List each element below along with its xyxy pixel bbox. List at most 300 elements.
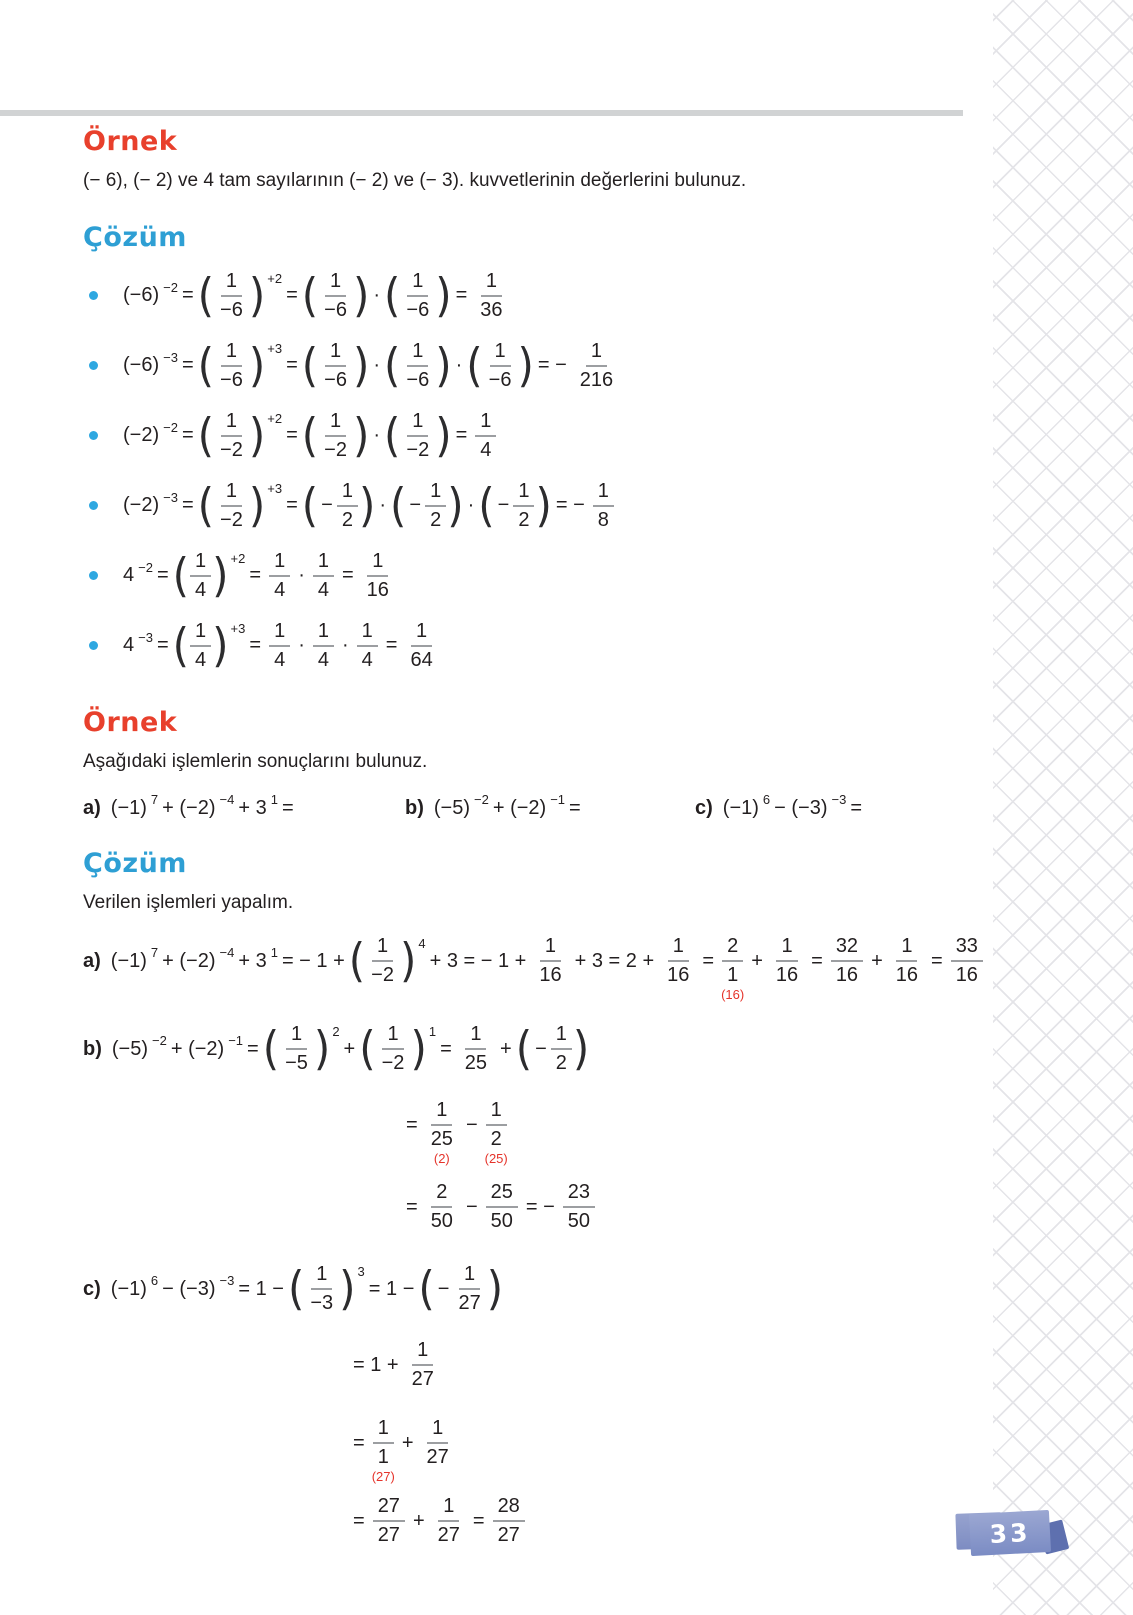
fraction	[319, 340, 352, 392]
math-text: + (−2)	[492, 796, 547, 819]
math-text: + 3	[238, 949, 267, 972]
math-text: + 3	[238, 796, 267, 819]
open-paren-icon: (	[301, 408, 319, 463]
parenthesized-fraction	[390, 480, 464, 532]
math-line	[120, 475, 619, 537]
paren-exponent: +3	[267, 340, 283, 356]
numerator: 1	[551, 1023, 572, 1050]
math-text: = −	[555, 494, 585, 517]
close-paren-icon: )	[352, 408, 370, 463]
expansion-annotation: (16)	[721, 987, 745, 1003]
math-text: (−1)	[110, 949, 147, 972]
math-line	[350, 1334, 988, 1396]
denominator: 8	[597, 508, 609, 531]
numerator: 1	[221, 480, 242, 507]
math-text: ·	[379, 494, 387, 517]
open-paren-icon: (	[359, 1021, 376, 1076]
math-text: (−5)	[433, 796, 471, 819]
denominator: 16	[775, 964, 799, 987]
numerator: 1	[668, 935, 689, 962]
fraction	[951, 935, 983, 987]
fraction	[662, 935, 694, 987]
numerator: 1	[313, 620, 334, 647]
example2-heading: Örnek	[83, 706, 178, 738]
open-paren-icon: (	[515, 1021, 533, 1076]
parenthesized-fraction	[516, 1023, 590, 1075]
math-text: = 1 −	[238, 1277, 284, 1300]
item-label: a)	[83, 949, 101, 972]
denominator: −6	[488, 368, 512, 391]
solution-a-line	[83, 930, 988, 1003]
denominator: −3	[310, 1292, 334, 1315]
numerator: 1	[776, 935, 797, 962]
example2-solution-heading: Çözüm	[83, 848, 187, 880]
parenthesized-fraction	[173, 550, 246, 602]
close-paren-icon: )	[248, 268, 266, 323]
fraction	[486, 1181, 518, 1233]
math-text: =	[247, 1037, 259, 1060]
close-paren-icon: )	[339, 1261, 356, 1316]
math-text: =	[811, 949, 823, 972]
denominator: 16	[955, 964, 978, 987]
fraction	[362, 550, 394, 602]
denominator: −6	[324, 368, 347, 391]
fraction	[426, 1099, 458, 1167]
numerator: 2	[431, 1181, 452, 1208]
math-text: =	[181, 494, 194, 517]
fraction	[269, 550, 290, 602]
solution-b	[83, 1018, 988, 1238]
math-line	[120, 335, 623, 397]
denominator: −2	[371, 964, 394, 987]
fraction	[215, 270, 248, 322]
fraction	[407, 1339, 439, 1391]
fraction	[401, 410, 434, 462]
denominator: 50	[567, 1210, 591, 1233]
fraction	[280, 1023, 313, 1075]
math-line	[403, 1094, 988, 1167]
math-text: =	[181, 424, 194, 447]
math-text: =	[286, 494, 298, 517]
denominator: 27	[497, 1524, 520, 1547]
parenthesized-fraction	[302, 410, 370, 462]
numerator: 1	[475, 410, 496, 437]
close-paren-icon: )	[313, 1021, 331, 1076]
math-text: =	[156, 634, 169, 657]
numerator: 1	[407, 340, 428, 367]
fraction	[453, 1263, 485, 1315]
open-paren-icon: (	[466, 338, 483, 393]
numerator: 1	[221, 270, 242, 297]
math-text: =	[406, 1195, 418, 1218]
denominator: 27	[458, 1292, 481, 1315]
numerator: 1	[465, 1023, 486, 1050]
math-text: (−6)	[123, 354, 160, 377]
fraction	[305, 1263, 338, 1315]
parenthesized-fraction	[198, 480, 282, 532]
denominator: 27	[426, 1446, 449, 1469]
close-paren-icon: )	[435, 408, 452, 463]
denominator: −6	[406, 298, 430, 321]
numerator: 1	[438, 1495, 459, 1522]
denominator: 16	[667, 964, 690, 987]
paren-exponent: +2	[267, 410, 283, 426]
item-c-expression	[695, 788, 865, 828]
fraction	[313, 620, 334, 672]
math-line	[120, 615, 443, 677]
example2-problem-text: Aşağıdaki işlemlerin sonuçlarını bulunuz.	[83, 750, 428, 772]
denominator: 16	[835, 964, 859, 987]
math-text: 4	[123, 564, 135, 587]
numerator: 28	[493, 1495, 525, 1522]
math-line	[83, 1018, 988, 1080]
parenthesized-fraction	[418, 1263, 503, 1315]
open-paren-icon: (	[384, 338, 401, 393]
fraction	[484, 340, 517, 392]
numerator: 1	[540, 935, 561, 962]
open-paren-icon: (	[301, 338, 319, 393]
math-text: =	[156, 564, 169, 587]
numerator: 1	[269, 550, 290, 577]
numerator: 1	[221, 340, 242, 367]
fraction	[373, 1495, 405, 1547]
exponent-superscript: −3	[163, 349, 178, 365]
close-paren-icon: )	[212, 618, 229, 673]
fraction	[401, 340, 434, 392]
math-text: =	[385, 634, 398, 657]
denominator: 1	[727, 964, 739, 987]
math-text: =	[286, 424, 298, 447]
fraction	[575, 340, 618, 392]
numerator: 1	[367, 550, 388, 577]
parenthesized-fraction	[302, 340, 370, 392]
close-paren-icon: )	[517, 338, 534, 393]
math-text: + (−2)	[162, 796, 216, 819]
fraction	[484, 1099, 508, 1167]
bullet-icon	[89, 431, 98, 440]
minus-sign: −	[321, 494, 333, 517]
fraction	[433, 1495, 465, 1547]
math-text: −	[465, 1195, 478, 1218]
fraction	[425, 480, 446, 532]
parenthesized-fraction	[349, 935, 426, 987]
fraction	[215, 410, 248, 462]
parenthesized-fraction	[173, 620, 246, 672]
bullet-icon	[89, 571, 98, 580]
math-text: +	[751, 949, 763, 972]
math-text: =	[702, 949, 715, 972]
crosshatch-pattern	[993, 0, 1133, 1615]
fraction	[534, 935, 566, 987]
parenthesized-fraction	[384, 340, 452, 392]
denominator: −2	[324, 438, 347, 461]
fraction	[891, 935, 923, 987]
numerator: 1	[407, 270, 428, 297]
parenthesized-fraction	[198, 340, 282, 392]
numerator: 27	[373, 1495, 405, 1522]
exponent-superscript: −3	[138, 629, 153, 645]
math-text: (−2)	[123, 494, 160, 517]
math-text: =	[931, 949, 943, 972]
math-text: =	[455, 284, 468, 307]
open-paren-icon: (	[418, 1261, 435, 1316]
expansion-annotation: (25)	[484, 1151, 508, 1167]
open-paren-icon: (	[478, 478, 495, 533]
close-paren-icon: )	[352, 268, 370, 323]
example1-heading: Örnek	[83, 126, 178, 157]
minus-sign: −	[409, 494, 422, 517]
close-paren-icon: )	[212, 548, 229, 603]
exponent-superscript: −2	[163, 419, 178, 435]
fraction	[215, 340, 248, 392]
fraction	[371, 1417, 395, 1485]
denominator: −2	[220, 438, 243, 461]
numerator: 1	[313, 550, 334, 577]
denominator: 27	[411, 1368, 434, 1391]
parenthesized-fraction	[263, 1023, 340, 1075]
denominator: 25	[430, 1128, 453, 1151]
close-paren-icon: )	[572, 1021, 590, 1076]
numerator: 1	[486, 1099, 507, 1126]
solution-c	[83, 1258, 988, 1552]
numerator: 1	[431, 1099, 452, 1126]
parenthesized-fraction	[302, 480, 376, 532]
close-paren-icon: )	[352, 338, 370, 393]
parenthesized-fraction	[478, 480, 552, 532]
close-paren-icon: )	[399, 933, 417, 988]
fraction	[190, 620, 211, 672]
denominator: 27	[437, 1524, 460, 1547]
close-paren-icon: )	[435, 338, 452, 393]
fraction	[475, 270, 507, 322]
math-text: ·	[373, 424, 381, 447]
math-text: = 1 −	[368, 1277, 415, 1300]
bullet-equation-row	[83, 615, 988, 677]
fraction	[313, 550, 334, 602]
math-line	[120, 405, 501, 467]
exponent-superscript: −2	[138, 559, 153, 575]
parenthesized-fraction	[384, 270, 452, 322]
numerator: 1	[411, 620, 432, 647]
open-paren-icon: (	[262, 1021, 280, 1076]
close-paren-icon: )	[248, 478, 266, 533]
math-text: = 1 +	[353, 1353, 399, 1376]
math-text: +	[871, 949, 883, 972]
numerator: 1	[481, 270, 502, 297]
numerator: 1	[269, 620, 290, 647]
exponent-superscript: −1	[550, 792, 566, 808]
fraction	[831, 935, 863, 987]
denominator: 16	[366, 578, 389, 601]
fraction	[190, 550, 211, 602]
math-text: − (−3)	[774, 796, 828, 819]
math-text: =	[341, 564, 354, 587]
denominator: −6	[406, 368, 430, 391]
math-text: + 3 = − 1 +	[429, 949, 527, 972]
denominator: 2	[341, 508, 353, 531]
math-text: −	[465, 1113, 478, 1136]
expansion-annotation: (27)	[371, 1469, 395, 1485]
denominator: 4	[317, 648, 329, 671]
minus-sign: −	[535, 1037, 547, 1060]
math-text: = −	[537, 354, 567, 377]
math-text: =	[406, 1113, 418, 1136]
math-text: =	[472, 1509, 485, 1532]
page-number: 33	[988, 1517, 1032, 1549]
open-paren-icon: (	[384, 408, 401, 463]
parenthesized-fraction	[359, 1023, 436, 1075]
parenthesized-fraction	[198, 410, 282, 462]
page-number-ribbon	[956, 1510, 1072, 1562]
numerator: 33	[951, 935, 983, 962]
math-text: (−5)	[111, 1037, 149, 1060]
bullet-icon	[89, 501, 98, 510]
item-a-expression	[83, 788, 405, 828]
close-paren-icon: )	[410, 1021, 427, 1076]
close-paren-icon: )	[248, 338, 266, 393]
solution-a	[83, 930, 988, 1003]
math-line	[83, 1258, 988, 1320]
close-paren-icon: )	[358, 478, 376, 533]
denominator: 4	[274, 578, 286, 601]
numerator: 1	[586, 340, 607, 367]
numerator: 1	[382, 1023, 403, 1050]
math-text: ·	[373, 284, 381, 307]
numerator: 1	[311, 1263, 332, 1290]
fraction	[493, 1495, 525, 1547]
fraction	[426, 1181, 458, 1233]
minus-sign: −	[437, 1277, 450, 1300]
numerator: 1	[513, 480, 534, 507]
exponent-superscript: 1	[270, 792, 278, 808]
numerator: 1	[407, 410, 428, 437]
math-text: ·	[298, 564, 305, 587]
bullet-icon	[89, 641, 98, 650]
denominator: −2	[220, 508, 243, 531]
exponent-superscript: −1	[228, 1033, 244, 1049]
paren-exponent: 1	[428, 1024, 437, 1040]
fraction	[771, 935, 803, 987]
exponent-superscript: 7	[150, 792, 159, 808]
open-paren-icon: (	[384, 268, 401, 323]
fraction	[551, 1023, 572, 1075]
denominator: 1	[377, 1446, 389, 1469]
denominator: 25	[464, 1052, 487, 1075]
open-paren-icon: (	[197, 408, 215, 463]
fraction	[215, 480, 248, 532]
paren-exponent: +3	[230, 620, 246, 636]
math-text: + 3 = 2 +	[574, 949, 655, 972]
item-b-expression	[405, 788, 695, 828]
denominator: 4	[274, 648, 286, 671]
math-line	[350, 1412, 988, 1485]
fraction	[269, 620, 290, 672]
paren-exponent: +2	[230, 550, 246, 566]
fraction	[475, 410, 496, 462]
bullet-equation-row	[83, 405, 988, 467]
math-text: =	[286, 284, 298, 307]
math-line	[120, 545, 399, 607]
fraction	[337, 480, 358, 532]
open-paren-icon: (	[197, 478, 215, 533]
open-paren-icon: (	[197, 268, 215, 323]
example1-problem-text: (− 6), (− 2) ve 4 tam sayılarının (− 2) ve (− 3). kuvvetlerinin değerlerini bulunuz.	[83, 170, 747, 191]
numerator: 1	[325, 410, 346, 437]
denominator: 4	[317, 578, 329, 601]
fraction	[319, 410, 352, 462]
math-text: +	[412, 1509, 425, 1532]
minus-sign: −	[497, 494, 510, 517]
numerator: 1	[459, 1263, 480, 1290]
denominator: 216	[579, 368, 614, 391]
paren-exponent: 2	[332, 1024, 340, 1040]
math-text: =	[440, 1037, 452, 1060]
math-text: ·	[298, 634, 305, 657]
bullet-equation-row	[83, 475, 988, 537]
fraction	[357, 620, 378, 672]
parenthesized-fraction	[384, 410, 452, 462]
fraction	[401, 270, 434, 322]
parenthesized-fraction	[288, 1263, 365, 1315]
math-text: (−2)	[123, 424, 160, 447]
math-text: =	[353, 1431, 365, 1454]
math-text: − (−3)	[162, 1277, 216, 1300]
math-text: =	[249, 564, 262, 587]
denominator: 16	[895, 964, 918, 987]
numerator: 1	[372, 935, 393, 962]
open-paren-icon: (	[390, 478, 407, 533]
item-label: a)	[83, 796, 101, 819]
item-label: b)	[83, 1037, 102, 1060]
denominator: 2	[430, 508, 442, 531]
math-text: (−1)	[722, 796, 759, 819]
paren-exponent: +3	[267, 480, 283, 496]
example2-items-row	[83, 788, 988, 828]
numerator: 1	[593, 480, 614, 507]
denominator: −2	[381, 1052, 405, 1075]
open-paren-icon: (	[172, 548, 190, 603]
numerator: 1	[221, 410, 242, 437]
exponent-superscript: −3	[163, 489, 178, 505]
top-divider-rule	[0, 110, 963, 116]
expansion-annotation: (2)	[433, 1151, 450, 1167]
fraction	[319, 270, 352, 322]
math-text: (−1)	[110, 796, 147, 819]
open-paren-icon: (	[197, 338, 215, 393]
exponent-superscript: −3	[219, 1273, 235, 1289]
exponent-superscript: −4	[219, 945, 235, 961]
parenthesized-fraction	[198, 270, 282, 322]
math-text: =	[569, 796, 581, 819]
close-paren-icon: )	[486, 1261, 504, 1316]
denominator: 4	[195, 648, 207, 671]
numerator: 25	[486, 1181, 518, 1208]
open-paren-icon: (	[301, 478, 319, 533]
paren-exponent: 4	[418, 936, 426, 952]
item-label: b)	[405, 796, 424, 819]
numerator: 1	[412, 1339, 433, 1366]
paren-exponent: +2	[267, 270, 283, 286]
denominator: −6	[324, 298, 347, 321]
math-text: (−1)	[110, 1277, 147, 1300]
example1-solution-heading: Çözüm	[83, 221, 187, 253]
math-text: =	[181, 284, 194, 307]
numerator: 1	[373, 1417, 394, 1444]
denominator: 16	[539, 964, 562, 987]
math-text: = −	[525, 1195, 555, 1218]
math-text: 4	[123, 634, 135, 657]
exponent-superscript: 6	[762, 792, 771, 808]
